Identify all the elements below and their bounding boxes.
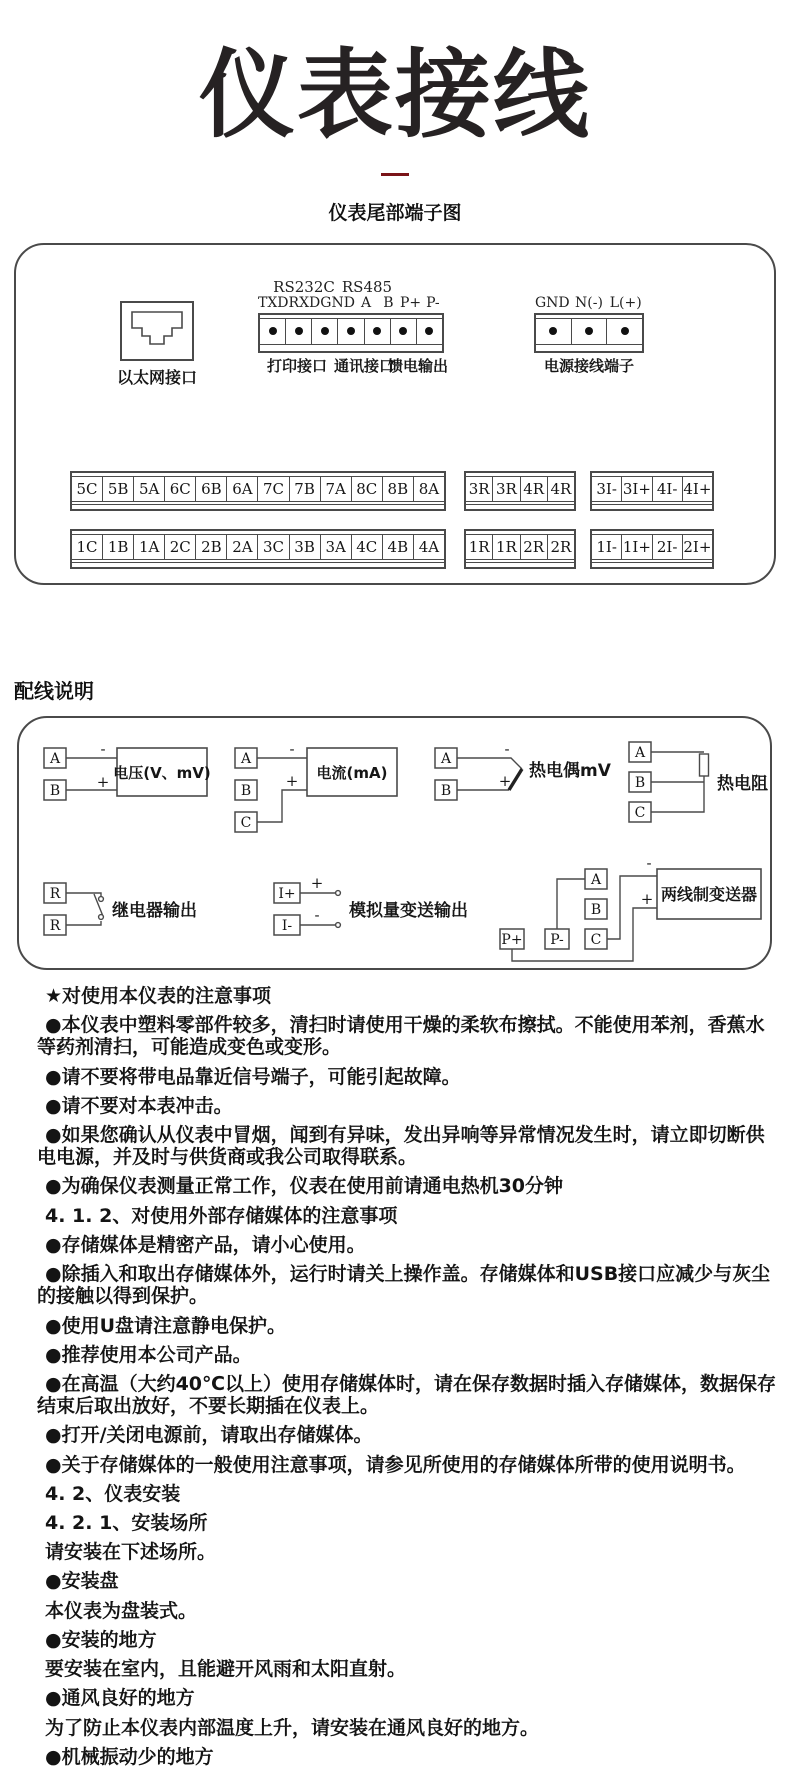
rtd-terminal-b: B — [634, 774, 646, 791]
voltage-neg-sign: - — [100, 739, 106, 758]
wiring-diagram-svg — [19, 718, 770, 968]
tx-terminal-b: B — [590, 901, 602, 918]
analog-output-label: 模拟量变送输出 — [349, 900, 468, 921]
current-terminal-b: B — [240, 782, 252, 799]
terminal-cell: 7A — [321, 477, 352, 501]
terminal-cell: 1I+ — [622, 535, 652, 559]
tx-terminal-pm: P- — [550, 931, 564, 948]
terminal-cell: 6A — [227, 477, 258, 501]
print-port-label: 打印接口 — [266, 356, 327, 375]
note-line: ●请不要将带电品靠近信号端子，可能引起故障。 — [45, 1065, 461, 1088]
ethernet-label: 以太网接口 — [116, 367, 197, 387]
terminal-cell: 2A — [227, 535, 258, 559]
terminal-strip-currents-upper — [590, 471, 714, 511]
terminal-cell: 4A — [418, 537, 440, 556]
note-line: ●在高温（大约40℃以上）使用存储媒体时，请在保存数据时插入存储媒体，数据保存结束后取出放好，不要长期插在仪表上。 — [37, 1372, 777, 1418]
terminal-socket — [286, 319, 312, 344]
tc-neg-sign: - — [504, 739, 510, 758]
current-diagram — [235, 740, 397, 832]
terminal-cell: 7C — [258, 477, 289, 501]
note-line: 要安装在室内，且能避开风雨和太阳直射。 — [45, 1658, 407, 1681]
current-neg-sign: - — [289, 739, 295, 758]
thermocouple-label: 热电偶mV — [529, 760, 611, 781]
note-line: ●除插入和取出存储媒体外，运行时请关上操作盖。存储媒体和USB接口应减少与灰尘的接触以得到保护。 — [37, 1263, 771, 1308]
note-line: ★对使用本仪表的注意事项 — [45, 984, 272, 1007]
current-terminal-a: A — [240, 750, 252, 767]
tx-terminal-c: C — [590, 931, 602, 948]
terminal-cell: 5B — [103, 477, 134, 501]
manual-page — [0, 34, 790, 1768]
comm-port-label: 通讯接口 — [333, 356, 394, 375]
note-line: 为了防止本仪表内部温度上升，请安装在通风良好的地方。 — [45, 1716, 540, 1739]
terminal-cell: 2I- — [653, 535, 683, 559]
terminal-cell: 8C — [352, 477, 383, 501]
terminal-cell: 3I- — [592, 477, 622, 501]
terminal-cell: 3B — [290, 535, 321, 559]
rj45-icon — [122, 303, 192, 359]
terminal-dot — [321, 327, 329, 335]
terminal-socket — [260, 319, 286, 344]
tc-terminal-a: A — [440, 750, 452, 767]
terminal-dot — [295, 327, 303, 335]
transmitter-diagram — [500, 854, 761, 961]
terminal-strip-currents-lower — [590, 529, 714, 569]
terminal-cell: 4I- — [653, 477, 683, 501]
terminal-dot — [425, 327, 433, 335]
terminal-cell: 1C — [72, 535, 103, 559]
terminal-socket — [417, 319, 442, 344]
terminal-cell: 6B — [196, 477, 227, 501]
terminal-socket — [338, 319, 364, 344]
rtd-diagram — [629, 742, 768, 822]
strip-bottom-band — [592, 504, 712, 509]
terminal-strip-relays-upper — [464, 471, 576, 511]
terminal-cell: 8A — [418, 479, 440, 498]
note-heading: 4. 2. 1、安装场所 — [45, 1512, 208, 1535]
relay-terminal-r1: R — [49, 885, 61, 902]
strip-bottom-band — [466, 504, 574, 509]
terminal-socket — [536, 319, 572, 344]
terminal-cell: 3A — [321, 535, 352, 559]
terminal-cell: 4C — [352, 535, 383, 559]
page-title: 仪表接线 — [199, 39, 591, 151]
note-line: ●本仪表中塑料零部件较多，清扫时请使用干燥的柔软布擦拭。不能使用苯剂，香蕉水等药剂清扫，可能造成变色或变形。 — [37, 1014, 765, 1059]
tx-pos-sign: + — [640, 889, 654, 908]
pin-label-txd: TXD — [258, 294, 289, 311]
thermocouple-diagram — [435, 740, 612, 800]
voltage-diagram — [44, 740, 211, 800]
terminal-cell: 1B — [103, 535, 134, 559]
note-line: ●关于存储媒体的一般使用注意事项，请参见所使用的存储媒体所带的使用说明书。 — [45, 1453, 746, 1476]
terminal-cell: 1I- — [592, 535, 622, 559]
note-line: ●打开/关闭电源前，请取出存储媒体。 — [45, 1424, 373, 1447]
terminal-cell: 3R — [466, 477, 493, 501]
terminal-cell: 6C — [165, 477, 196, 501]
rtd-label: 热电阻 — [717, 773, 768, 794]
terminal-cell: 2R — [550, 537, 572, 556]
terminal-dot — [399, 327, 407, 335]
power-terminal-label: 电源接线端子 — [543, 356, 634, 375]
pin-label-b: B — [383, 294, 394, 311]
tx-neg-sign: - — [646, 853, 652, 872]
terminal-socket — [312, 319, 338, 344]
terminal-cell: 4R — [521, 477, 548, 501]
terminal-strip-relays-lower — [464, 529, 576, 569]
pin-label-p-minus: P- — [426, 294, 440, 311]
pin-label-pwr-gnd: GND — [535, 294, 570, 311]
terminal-socket — [391, 319, 417, 344]
terminal-cell: 8B — [383, 477, 414, 501]
note-line: ●安装盘 — [45, 1570, 119, 1593]
analog-neg-sign: - — [314, 905, 320, 924]
terminal-cell: 2C — [165, 535, 196, 559]
relay-terminal-r2: R — [49, 917, 61, 934]
relay-diagram — [44, 883, 197, 935]
terminal-dot — [347, 327, 355, 335]
terminal-cell: 4R — [550, 479, 572, 498]
pin-label-pwr-n: N(-) — [575, 294, 603, 311]
strip-bottom-band — [72, 562, 444, 567]
tc-terminal-b: B — [440, 782, 452, 799]
terminal-dot — [621, 327, 629, 335]
analog-terminal-ip: I+ — [278, 885, 296, 902]
ethernet-jack-icon — [120, 301, 194, 361]
note-line: ●使用U盘请注意静电保护。 — [45, 1314, 287, 1337]
terminal-cell: 4I+ — [683, 479, 712, 498]
voltage-terminal-a: A — [49, 750, 61, 767]
terminal-cell: 2R — [521, 535, 548, 559]
terminal-socket — [607, 319, 642, 344]
tc-pos-sign: + — [498, 771, 512, 790]
terminal-panel — [14, 243, 776, 585]
voltage-pos-sign: + — [96, 772, 110, 791]
terminal-cell: 2I+ — [683, 537, 712, 556]
note-line: 本仪表为盘装式。 — [45, 1599, 198, 1622]
voltage-label: 电压(V、mV) — [113, 763, 211, 782]
strip-bottom-band — [466, 562, 574, 567]
terminal-dot — [585, 327, 593, 335]
terminal-cell: 4B — [383, 535, 414, 559]
terminal-dot — [373, 327, 381, 335]
block-bottom-band — [536, 344, 642, 351]
rs232c-label: RS232C — [273, 277, 335, 296]
rtd-terminal-c: C — [634, 804, 646, 821]
power-terminal-block — [534, 313, 644, 353]
note-line: ●为确保仪表测量正常工作，仪表在使用前请通电热机30分钟 — [45, 1175, 564, 1198]
terminal-cell: 7B — [290, 477, 321, 501]
current-label: 电流(mA) — [316, 763, 388, 782]
note-line: 请安装在下述场所。 — [45, 1541, 217, 1564]
rtd-terminal-a: A — [634, 744, 646, 761]
terminal-diagram-subtitle: 仪表尾部端子图 — [328, 201, 462, 224]
analog-terminal-im: I- — [281, 917, 293, 934]
terminal-cell: 5C — [72, 477, 103, 501]
current-terminal-c: C — [240, 814, 252, 831]
terminal-strip-channels-lower — [70, 529, 446, 569]
note-line: ●机械振动少的地方 — [45, 1745, 214, 1768]
analog-output-diagram — [274, 874, 468, 935]
terminal-cell: 2B — [196, 535, 227, 559]
relay-label: 继电器输出 — [112, 900, 197, 921]
note-line: ●通风良好的地方 — [45, 1687, 195, 1710]
note-line: ●如果您确认从仪表中冒烟，闻到有异味，发出异响等异常情况发生时，请立即切断供电电源，并及时与供货商或我公司取得联系。 — [37, 1123, 765, 1169]
pin-label-p-plus: P+ — [400, 294, 422, 311]
title-divider — [381, 173, 409, 176]
terminal-socket — [365, 319, 391, 344]
terminal-dot — [549, 327, 557, 335]
wiring-panel — [17, 716, 772, 970]
notes-section — [0, 985, 782, 1768]
strip-bottom-band — [72, 504, 444, 509]
power-pin-row — [534, 295, 644, 311]
pin-label-a: A — [361, 294, 372, 311]
feed-output-label: 馈电输出 — [387, 356, 448, 375]
terminal-cell: 3R — [493, 477, 520, 501]
current-pos-sign: + — [285, 771, 299, 790]
analog-pos-sign: + — [310, 873, 324, 892]
strip-bottom-band — [592, 562, 712, 567]
tx-terminal-pp: P+ — [501, 931, 523, 948]
rs485-label: RS485 — [341, 277, 393, 296]
terminal-cell: 3C — [258, 535, 289, 559]
terminal-cell: 1A — [134, 535, 165, 559]
note-line: ●请不要对本表冲击。 — [45, 1094, 233, 1117]
terminal-cell: 1R — [466, 535, 493, 559]
note-line: ●推荐使用本公司产品。 — [45, 1343, 252, 1366]
terminal-strip-channels-upper — [70, 471, 446, 511]
note-line: ●安装的地方 — [45, 1628, 157, 1651]
transmitter-label: 两线制变送器 — [660, 884, 758, 904]
terminal-socket — [572, 319, 608, 344]
pin-label-pwr-l: L(+) — [609, 294, 642, 311]
voltage-terminal-b: B — [49, 782, 61, 799]
terminal-cell: 5A — [134, 477, 165, 501]
terminal-dot — [269, 327, 277, 335]
tx-terminal-a: A — [590, 871, 602, 888]
comm-pin-row — [258, 295, 444, 311]
note-line: ●存储媒体是精密产品，请小心使用。 — [45, 1233, 366, 1256]
note-heading: 4. 1. 2、对使用外部存储媒体的注意事项 — [45, 1204, 398, 1227]
block-bottom-band — [260, 344, 442, 351]
pin-label-gnd: GND — [320, 294, 355, 311]
terminal-cell: 1R — [493, 535, 520, 559]
note-heading: 4. 2、仪表安装 — [45, 1482, 181, 1505]
wiring-heading: 配线说明 — [14, 678, 94, 703]
comm-terminal-block — [258, 313, 444, 353]
pin-label-rxd: RXD — [288, 294, 321, 311]
terminal-cell: 3I+ — [622, 477, 652, 501]
